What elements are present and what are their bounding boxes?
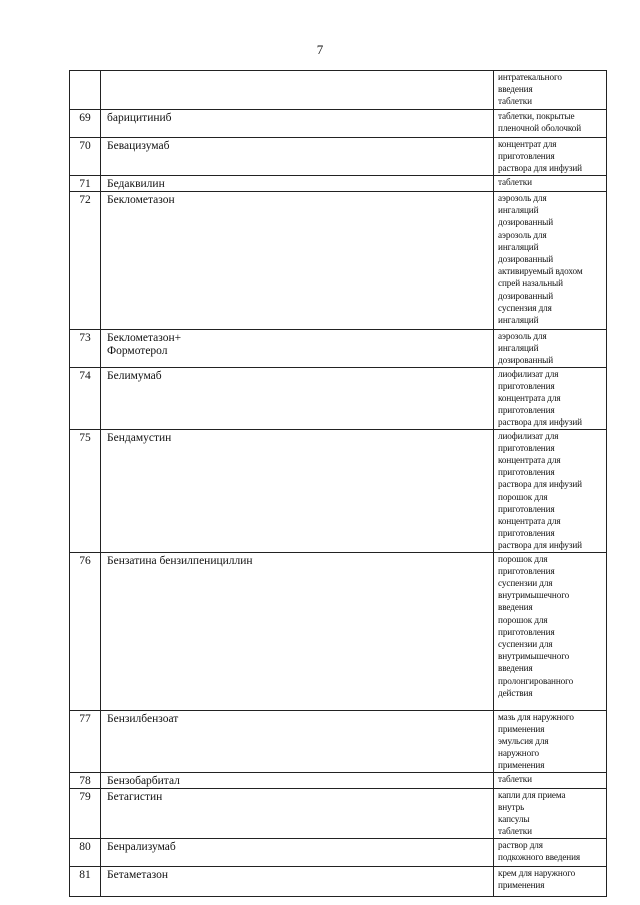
table-row — [70, 71, 607, 110]
dosage-form-line: суспензии для — [498, 578, 553, 589]
dosage-form-line: введения — [498, 663, 533, 674]
dosage-form-line: внутримышечного — [498, 590, 570, 601]
page-number: 7 — [316, 42, 324, 57]
row-number: 78 — [70, 772, 101, 788]
dosage-form-line: ингаляций — [498, 241, 539, 252]
table-row — [70, 710, 607, 772]
dosage-form-line: ингаляций — [498, 315, 539, 326]
drug-name-line: Бензатина бензилпенициллин — [107, 554, 253, 567]
drug-name — [101, 330, 494, 368]
dosage-form-line: аэрозоль для — [498, 193, 547, 203]
dosage-form-line: ингаляций — [498, 205, 539, 216]
dosage-form-line: пролонгированного — [498, 675, 574, 686]
drug-table-body — [70, 71, 607, 897]
drug-name — [101, 71, 494, 110]
dosage-form — [494, 788, 607, 838]
drug-name — [101, 866, 494, 896]
table-row — [70, 866, 607, 896]
row-number: 79 — [70, 788, 101, 838]
dosage-form-line: эмульсия для — [498, 736, 549, 747]
dosage-form — [494, 838, 607, 866]
drug-name — [101, 838, 494, 866]
drug-name-line: Бедаквилин — [107, 178, 165, 190]
dosage-form-line: концентрата для — [498, 516, 561, 527]
dosage-form-line: таблетки — [498, 96, 532, 107]
table-row — [70, 110, 607, 138]
dosage-form-line: дозированный — [498, 290, 554, 301]
dosage-form-line: дозированный — [498, 355, 554, 366]
row-number: 71 — [70, 176, 101, 192]
table-row — [70, 772, 607, 788]
drug-name — [101, 110, 494, 138]
row-number: 69 — [70, 110, 101, 138]
dosage-form-line: приготовления — [498, 151, 555, 162]
drug-name-line: Бендамустин — [107, 431, 172, 444]
table-row — [70, 838, 607, 866]
dosage-form-line: внутрь — [498, 801, 525, 812]
row-number: 76 — [70, 552, 101, 710]
dosage-form-line: таблетки, покрытые — [498, 111, 575, 121]
row-number: 70 — [70, 138, 101, 176]
row-number — [70, 71, 101, 110]
dosage-form-line: приготовления — [498, 467, 555, 478]
drug-name-line: Бевацизумаб — [107, 140, 170, 152]
dosage-form-line: введения — [498, 602, 533, 613]
dosage-form — [494, 367, 607, 429]
dosage-form-line: применения — [498, 760, 545, 771]
dosage-form — [494, 866, 607, 896]
table-row — [70, 176, 607, 192]
dosage-form-line: концентрат для — [498, 139, 557, 149]
dosage-form-line: аэрозоль для — [498, 331, 547, 341]
drug-name — [101, 788, 494, 838]
table-row — [70, 138, 607, 176]
dosage-form — [494, 330, 607, 368]
dosage-form-line: порошок для — [498, 614, 548, 625]
drug-name — [101, 138, 494, 176]
dosage-form-line: приготовления — [498, 442, 555, 453]
drug-name — [101, 552, 494, 710]
row-number: 81 — [70, 866, 101, 896]
dosage-form-line: интратекального — [498, 72, 562, 82]
dosage-form-line: приготовления — [498, 380, 555, 391]
drug-name — [101, 772, 494, 788]
dosage-form-line: таблетки — [498, 177, 532, 187]
dosage-form — [494, 176, 607, 192]
drug-name-line: Беклометазон+ — [107, 332, 182, 344]
dosage-form-line: приготовления — [498, 503, 555, 514]
dosage-form-line: внутримышечного — [498, 651, 570, 662]
dosage-form-line: порошок для — [498, 553, 548, 564]
dosage-form-line: раствора для инфузий — [498, 417, 582, 428]
dosage-form — [494, 710, 607, 772]
dosage-form-line: капсулы — [498, 814, 530, 825]
dosage-form-line: ингаляций — [498, 343, 539, 354]
drug-name-line: Белимумаб — [107, 369, 162, 382]
dosage-form-line: наружного — [498, 748, 540, 759]
dosage-form-line: раствора для инфузий — [498, 479, 582, 490]
dosage-form-line: приготовления — [498, 528, 555, 539]
row-number: 77 — [70, 710, 101, 772]
table-row — [70, 788, 607, 838]
drug-name — [101, 710, 494, 772]
drug-name-line: барицитиниб — [107, 112, 172, 124]
dosage-form — [494, 110, 607, 138]
dosage-form — [494, 552, 607, 710]
dosage-form-line: порошок для — [498, 491, 548, 502]
dosage-form-line: приготовления — [498, 565, 555, 576]
dosage-form-line: лиофилизат для — [498, 368, 559, 379]
drug-name-line: Бензилбензоат — [107, 712, 179, 725]
dosage-form-line: суспензии для — [498, 639, 553, 650]
dosage-form-line: таблетки — [498, 773, 532, 784]
drug-name — [101, 429, 494, 552]
dosage-form-line: применения — [498, 723, 545, 734]
drug-name — [101, 192, 494, 330]
table-row — [70, 552, 607, 710]
drug-name-line: Бензобарбитал — [107, 774, 180, 787]
row-number: 74 — [70, 367, 101, 429]
table-row — [70, 192, 607, 330]
dosage-form-line: активируемый вдохом — [498, 266, 583, 277]
dosage-form-line: аэрозоль для — [498, 229, 547, 240]
dosage-form-line: крем для наружного — [498, 867, 576, 878]
dosage-form — [494, 71, 607, 110]
row-number: 80 — [70, 838, 101, 866]
drug-table — [69, 70, 607, 897]
dosage-form-line: мазь для наружного — [498, 711, 574, 722]
drug-name-line: Формотерол — [107, 345, 168, 357]
dosage-form — [494, 192, 607, 330]
dosage-form-line: дозированный — [498, 217, 554, 228]
dosage-form-line: введения — [498, 84, 533, 95]
dosage-form-line: приготовления — [498, 626, 555, 637]
dosage-form-line: раствор для — [498, 839, 543, 850]
table-row — [70, 367, 607, 429]
row-number: 73 — [70, 330, 101, 368]
dosage-form-line: капли для приема — [498, 789, 566, 800]
drug-name-line: Бетагистин — [107, 790, 163, 803]
row-number: 75 — [70, 429, 101, 552]
dosage-form-line: раствора для инфузий — [498, 163, 582, 174]
dosage-form — [494, 429, 607, 552]
dosage-form-line: приготовления — [498, 405, 555, 416]
dosage-form-line: таблетки — [498, 826, 532, 837]
dosage-form-line: дозированный — [498, 254, 554, 265]
drug-name-line: Бетаметазон — [107, 868, 169, 881]
dosage-form-line: применения — [498, 879, 545, 890]
dosage-form — [494, 772, 607, 788]
dosage-form-line: раствора для инфузий — [498, 540, 582, 551]
dosage-form-line: подкожного введения — [498, 851, 581, 862]
dosage-form-line: спрей назальный — [498, 278, 563, 289]
table-row — [70, 429, 607, 552]
dosage-form-line: пленочной оболочкой — [498, 123, 582, 134]
dosage-form-line: концентрата для — [498, 455, 561, 466]
drug-name-line: Бенрализумаб — [107, 840, 176, 853]
dosage-form-line: действия — [498, 687, 533, 698]
dosage-form — [494, 138, 607, 176]
dosage-form-line: суспензия для — [498, 302, 552, 313]
table-row — [70, 330, 607, 368]
drug-name-line: Беклометазон — [107, 194, 175, 206]
dosage-form-line: лиофилизат для — [498, 430, 559, 441]
drug-name — [101, 176, 494, 192]
dosage-form-line: концентрата для — [498, 393, 561, 404]
drug-name — [101, 367, 494, 429]
row-number: 72 — [70, 192, 101, 330]
